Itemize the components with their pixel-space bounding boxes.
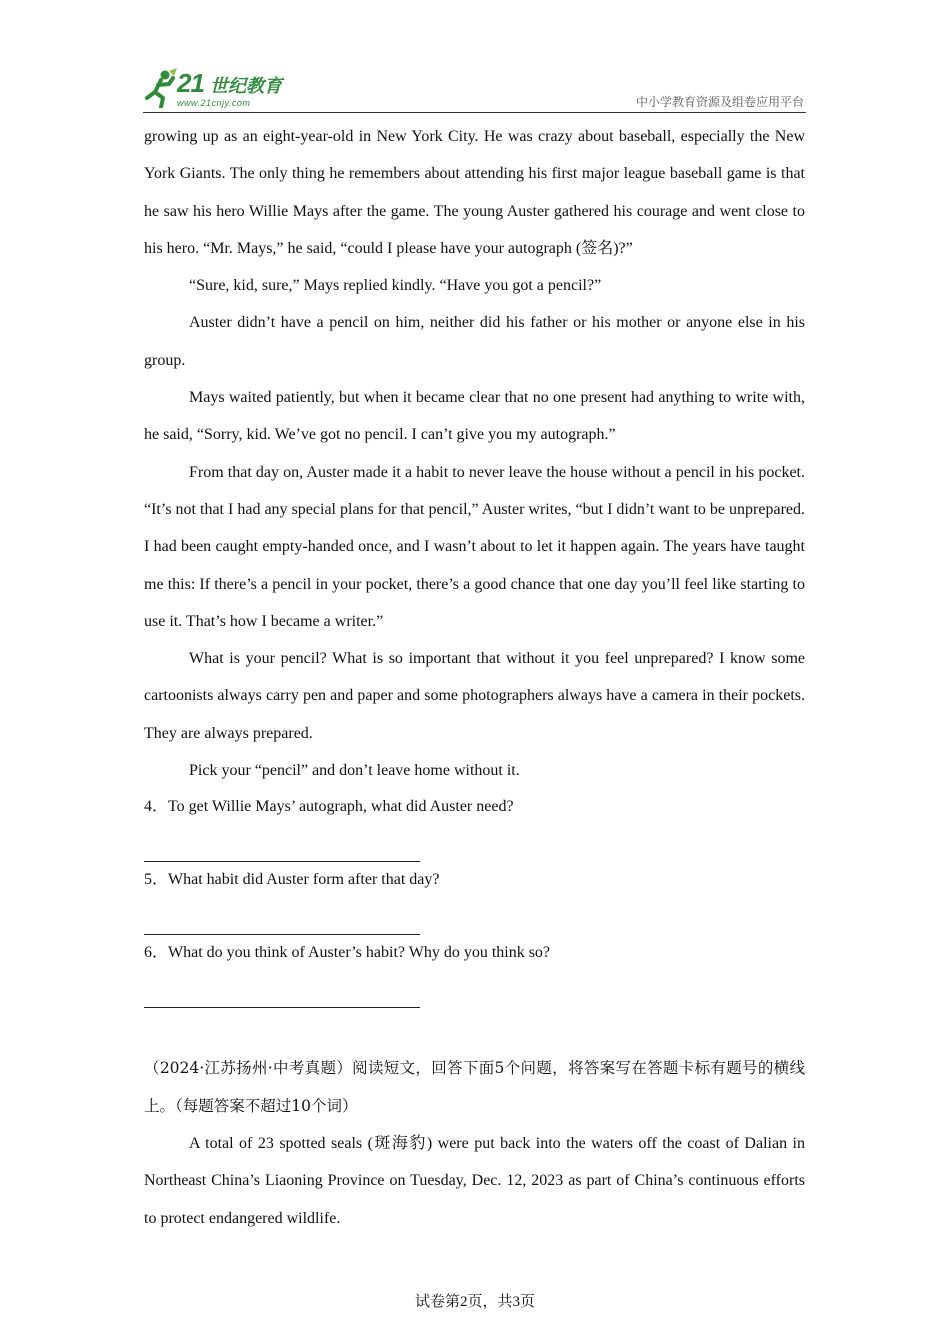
logo-number: 21 <box>177 68 204 98</box>
passage-paragraph: A total of 23 spotted seals (斑海豹) were put back into the waters off the coast of Dalian in Northeast China’s Liaoning Province on Tuesday, Dec. 12, 2023 as part of China’s continuous efforts to protect endangered wildlife. <box>144 1134 805 1227</box>
logo-url: www.21cnjy.com <box>177 98 251 108</box>
document-body <box>144 118 805 1237</box>
passage-paragraph: “Sure, kid, sure,” Mays replied kindly. “Have you got a pencil?” <box>189 277 602 295</box>
platform-name: 中小学教育资源及组卷应用平台 <box>635 95 804 109</box>
passage-paragraph: Pick your “pencil” and don’t leave home without it. <box>189 762 520 780</box>
question-5: 5．What habit did Auster form after that day? <box>144 871 440 889</box>
passage-paragraph: From that day on, Auster made it a habit to never leave the house without a pencil in his pocket. “It’s not that I had any special plans for that pencil,” Auster writes, “but I didn’t want to be unprepared. I had been caught empty-handed once, and I wasn’t about to let it happen again. The years have taught me this: If there’s a pencil in your pocket, there’s a good chance that one day you’ll feel like starting to use it. That’s how I became a writer.” <box>144 463 805 630</box>
section-instruction: （2024·江苏扬州·中考真题）阅读短文，回答下面5个问题，将答案写在答题卡标有题号的横线上。（每题答案不超过10个词） <box>144 1059 805 1115</box>
passage-paragraph: What is your pencil? What is so important that without it you feel unprepared? I know some cartoonists always carry pen and paper and some photographers always have a camera in their pockets. They are always prepared. <box>144 650 805 742</box>
passage-paragraph: growing up as an eight-year-old in New York City. He was crazy about baseball, especially the New York Giants. The only thing he remembers about attending his first major league baseball game is that he saw his hero Willie Mays after the game. The young Auster gathered his courage and went close to his hero. “Mr. Mays,” he said, “could I please have your autograph (签名)?” <box>144 128 805 257</box>
logo-text: 世纪教育 <box>210 76 282 97</box>
answer-line-5[interactable] <box>144 898 420 935</box>
passage-paragraph: Mays waited patiently, but when it became clear that no one present had anything to write with, he said, “Sorry, kid. We’ve got no pencil. I can’t give you my autograph.” <box>144 389 805 444</box>
answer-line-4[interactable] <box>144 825 420 862</box>
page-header <box>143 66 806 113</box>
question-6: 6．What do you think of Auster’s habit? Why do you think so? <box>144 944 551 962</box>
passage-paragraph: Auster didn’t have a pencil on him, neither did his father or his mother or anyone else in his group. <box>144 314 805 369</box>
logo <box>143 68 293 110</box>
page-footer: 试卷第2页，共3页 <box>414 1294 535 1310</box>
runner-logo-icon <box>143 68 177 108</box>
answer-line-6[interactable] <box>144 971 420 1008</box>
question-4: 4．To get Willie Mays’ autograph, what did Auster need? <box>144 798 514 816</box>
